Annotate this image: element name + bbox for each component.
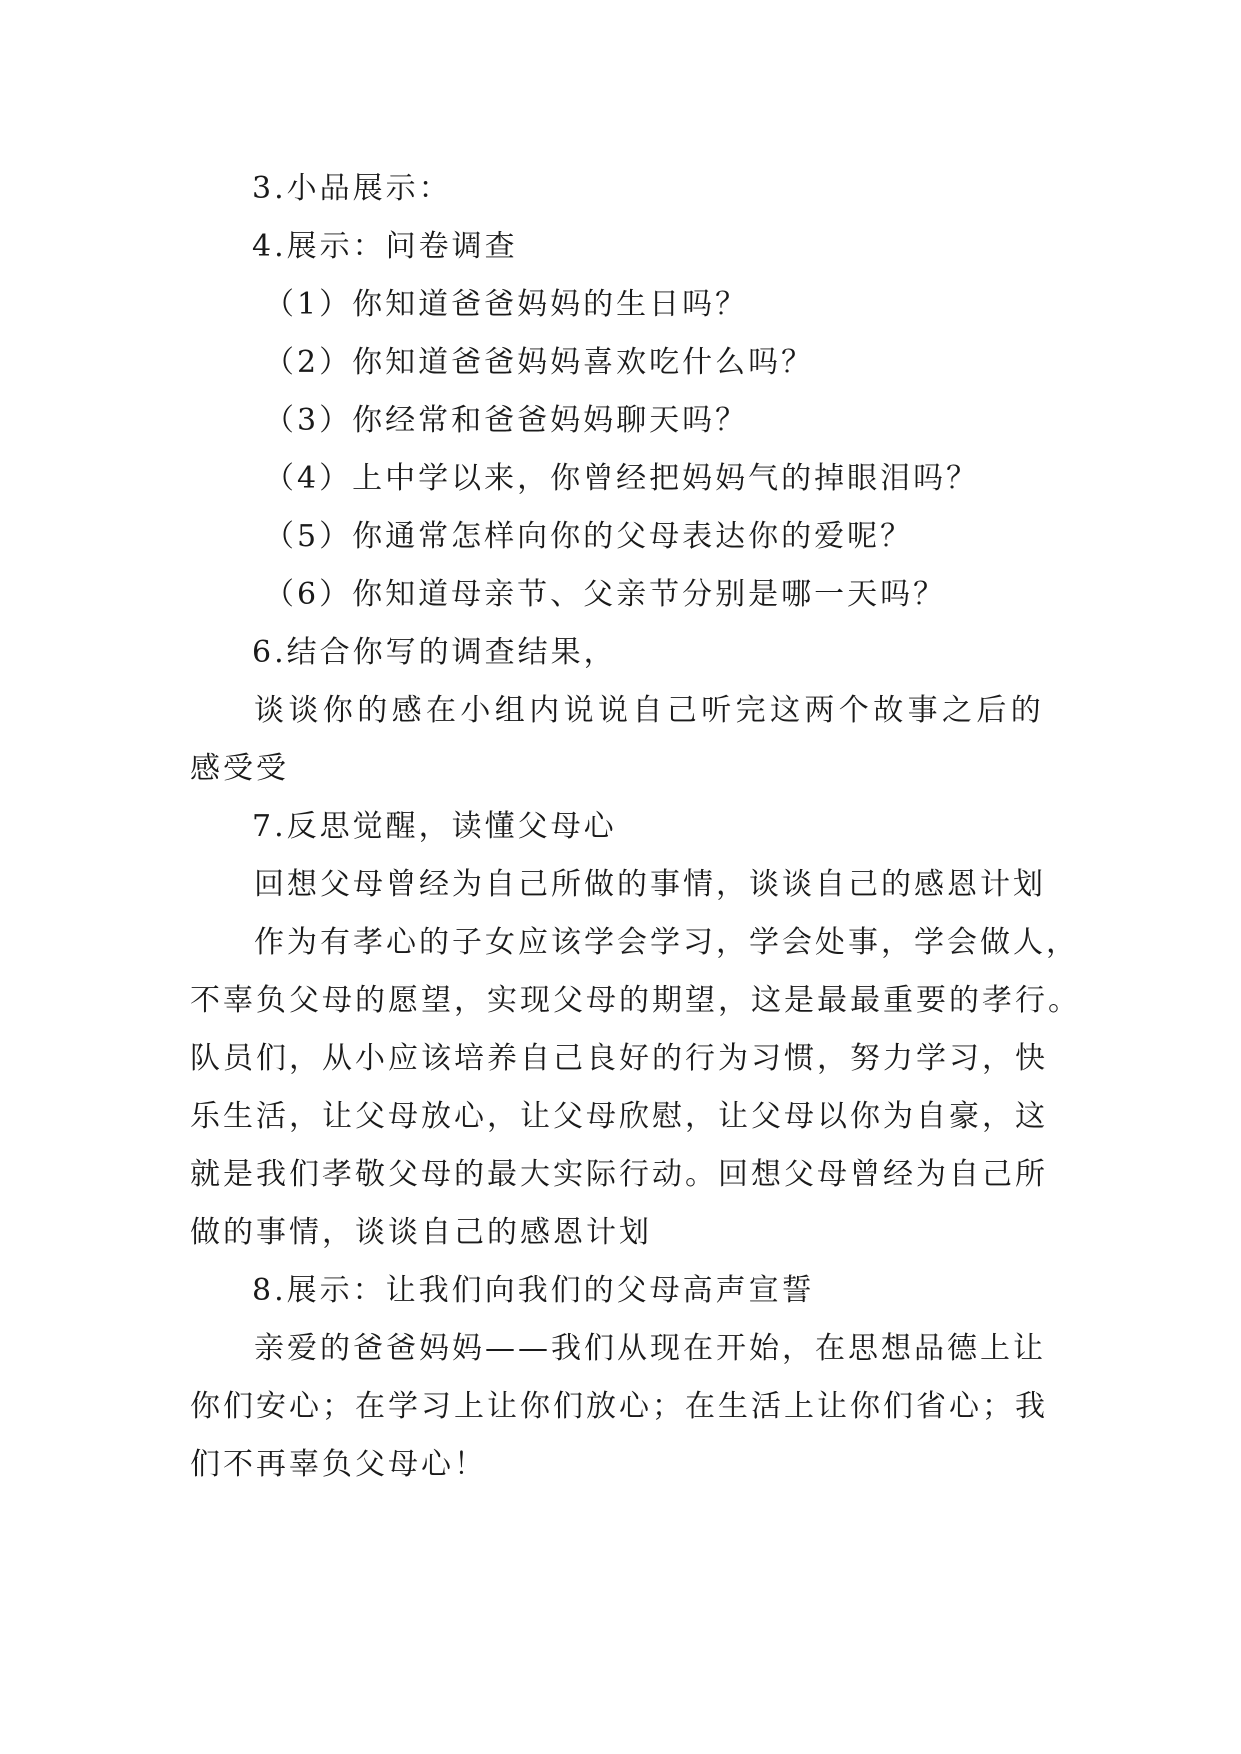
- survey-question-5: （5）你通常怎样向你的父母表达你的爱呢？: [264, 519, 914, 554]
- section-heading-7: 7.反思觉醒，读懂父母心: [252, 809, 617, 844]
- survey-question-3: （3）你经常和爸爸妈妈聊天吗？: [264, 403, 749, 438]
- paragraph-line: 不辜负父母的愿望，实现父母的期望，这是最最重要的孝行。: [190, 983, 1081, 1018]
- paragraph-line: 亲爱的爸爸妈妈——我们从现在开始，在思想品德上让: [254, 1331, 1046, 1366]
- paragraph-line: 就是我们孝敬父母的最大实际行动。回想父母曾经为自己所: [190, 1157, 1048, 1192]
- paragraph-line: 乐生活，让父母放心，让父母欣慰，让父母以你为自豪，这: [190, 1099, 1048, 1134]
- paragraph-line: 作为有孝心的子女应该学会学习，学会处事，学会做人，: [254, 925, 1079, 960]
- paragraph-line: 队员们，从小应该培养自己良好的行为习惯，努力学习，快: [190, 1041, 1048, 1076]
- paragraph-line: 感受受: [190, 751, 289, 786]
- survey-question-1: （1）你知道爸爸妈妈的生日吗？: [264, 287, 749, 322]
- section-heading-6: 6.结合你写的调查结果，: [252, 635, 617, 670]
- document-body: [190, 160, 1081, 1494]
- survey-question-2: （2）你知道爸爸妈妈喜欢吃什么吗？: [264, 345, 815, 380]
- paragraph-line: 你们安心；在学习上让你们放心；在生活上让你们省心；我: [190, 1389, 1048, 1424]
- survey-question-6: （6）你知道母亲节、父亲节分别是哪一天吗？: [264, 577, 947, 612]
- section-heading-3: 3.小品展示：: [252, 171, 452, 206]
- paragraph-line: 做的事情，谈谈自己的感恩计划: [190, 1215, 652, 1250]
- paragraph-line: 们不再辜负父母心！: [190, 1447, 487, 1482]
- paragraph-line: 回想父母曾经为自己所做的事情，谈谈自己的感恩计划: [254, 867, 1046, 902]
- survey-question-4: （4）上中学以来，你曾经把妈妈气的掉眼泪吗？: [264, 461, 980, 496]
- paragraph-line: 谈谈你的感在小组内说说自己听完这两个故事之后的: [254, 693, 1046, 728]
- section-heading-8: 8.展示：让我们向我们的父母高声宣誓: [252, 1273, 815, 1308]
- section-heading-4: 4.展示：问卷调查: [252, 229, 518, 264]
